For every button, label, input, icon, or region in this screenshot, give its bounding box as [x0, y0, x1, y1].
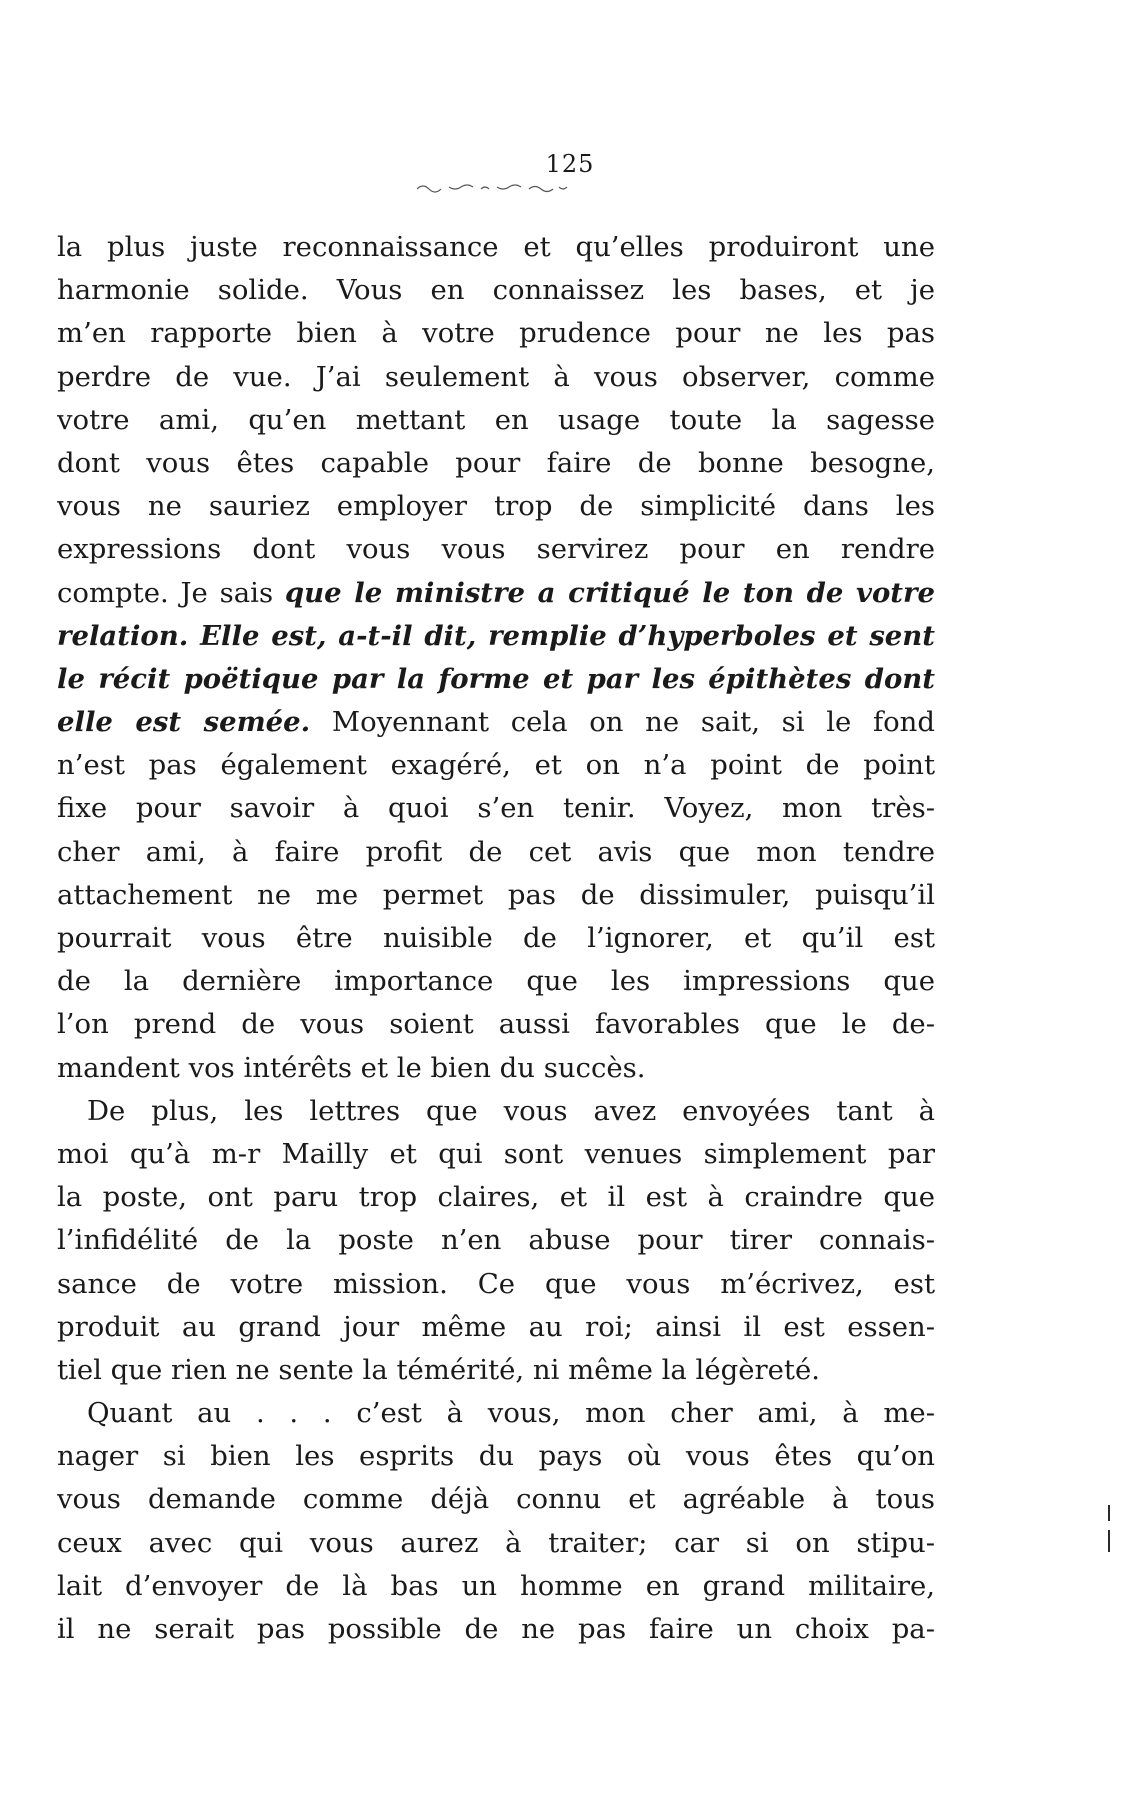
text-line: [57, 1176, 935, 1219]
text-segment: harmonie solide. Vous en connaissez les bases, et je: [57, 274, 935, 307]
text-segment: votre ami, qu’en mettant en usage toute la sagesse: [57, 403, 935, 436]
text-segment: expressions dont vous vous servirez pour en rendre: [57, 533, 935, 566]
text-segment: fixe pour savoir à quoi s’en tenir. Voyez, mon très-: [57, 792, 935, 825]
text-segment: lait d’envoyer de là bas un homme en grand militaire,: [57, 1569, 935, 1602]
text-line: [57, 1392, 935, 1435]
text-segment: la poste, ont paru trop claires, et il est à craindre que: [57, 1181, 935, 1214]
text-segment: moi qu’à m-r Mailly et qui sont venues simplement par: [57, 1137, 935, 1170]
text-segment: vous ne sauriez employer trop de simplicité dans les: [57, 490, 935, 523]
text-line: [57, 960, 935, 1003]
text-line: [57, 1306, 935, 1349]
text-segment: sance de votre mission. Ce que vous m’écrivez, est: [57, 1267, 935, 1300]
text-line: [57, 1478, 935, 1521]
italic-segment: que le ministre a critiqué le ton de votre: [284, 576, 935, 609]
text-segment: compte. Je sais: [57, 576, 285, 609]
text-segment: perdre de vue. J’ai seulement à vous observer, comme: [57, 360, 935, 393]
margin-mark: [1108, 1530, 1110, 1552]
text-line: [57, 1522, 935, 1565]
text-line: [57, 615, 935, 658]
text-line: [57, 226, 935, 269]
text-line: [57, 442, 935, 485]
text-line: [57, 658, 935, 701]
text-segment: la plus juste reconnaissance et qu’elles produiront une: [57, 231, 935, 263]
text-line: [57, 572, 935, 615]
text-segment: il ne serait pas possible de ne pas faire un choix pa-: [57, 1613, 935, 1645]
text-line: [57, 1047, 935, 1090]
text-segment: m’en rapporte bien à votre prudence pour ne les pas: [57, 317, 935, 350]
text-segment: n’est pas également exagéré, et on n’a point de point: [57, 749, 935, 782]
text-segment: mandent vos intérêts et le bien du succès.: [57, 1051, 646, 1084]
text-line: [57, 701, 935, 744]
text-segment: vous demande comme déjà connu et agréable à tous: [57, 1483, 935, 1516]
text-line: [57, 831, 935, 874]
italic-segment: relation. Elle est, a-t-il dit, remplie d’hyperboles et sent: [57, 619, 935, 652]
italic-segment: elle est semée.: [57, 706, 311, 739]
text-line: [57, 1263, 935, 1306]
text-segment: Moyennant cela on ne sait, si le fond: [310, 706, 935, 739]
text-line: [57, 485, 935, 528]
text-line: [57, 787, 935, 830]
italic-segment: le récit poëtique par la forme et par les épithètes dont: [57, 662, 935, 695]
text-segment: De plus, les lettres que vous avez envoyées tant à: [87, 1094, 935, 1127]
text-line: [57, 1608, 935, 1651]
header-ornament: [415, 181, 570, 193]
text-line: [57, 312, 935, 355]
text-line: [57, 917, 935, 960]
text-segment: cher ami, à faire profit de cet avis que mon tendre: [57, 835, 935, 868]
text-segment: nager si bien les esprits du pays où vous êtes qu’on: [57, 1440, 935, 1473]
text-line: [57, 1133, 935, 1176]
text-segment: Quant au . . . c’est à vous, mon cher ami, à me-: [87, 1397, 935, 1430]
text-line: [57, 744, 935, 787]
text-line: [57, 1090, 935, 1133]
text-segment: attachement ne me permet pas de dissimuler, puisqu’il: [57, 878, 935, 911]
text-line: [57, 528, 935, 571]
page-number: 125: [545, 150, 595, 178]
text-segment: pourrait vous être nuisible de l’ignorer, et qu’il est: [57, 922, 935, 954]
text-segment: dont vous êtes capable pour faire de bonne besogne,: [57, 446, 935, 479]
body-text: [57, 226, 935, 1651]
text-line: [57, 1219, 935, 1262]
text-segment: l’infidélité de la poste n’en abuse pour tirer connais-: [57, 1224, 935, 1257]
text-line: [57, 269, 935, 312]
text-line: [57, 1435, 935, 1478]
text-segment: produit au grand jour même au roi; ainsi il est essen-: [57, 1310, 935, 1343]
text-line: [57, 1349, 935, 1392]
text-line: [57, 399, 935, 442]
text-line: [57, 356, 935, 399]
text-segment: l’on prend de vous soient aussi favorables que le de-: [57, 1008, 935, 1041]
text-line: [57, 1003, 935, 1046]
text-segment: ceux avec qui vous aurez à traiter; car si on stipu-: [57, 1526, 935, 1559]
margin-mark: [1108, 1505, 1110, 1521]
text-line: [57, 1565, 935, 1608]
text-line: [57, 874, 935, 917]
text-segment: tiel que rien ne sente la témérité, ni même la légèreté.: [57, 1353, 820, 1386]
text-segment: de la dernière importance que les impressions que: [57, 965, 935, 998]
